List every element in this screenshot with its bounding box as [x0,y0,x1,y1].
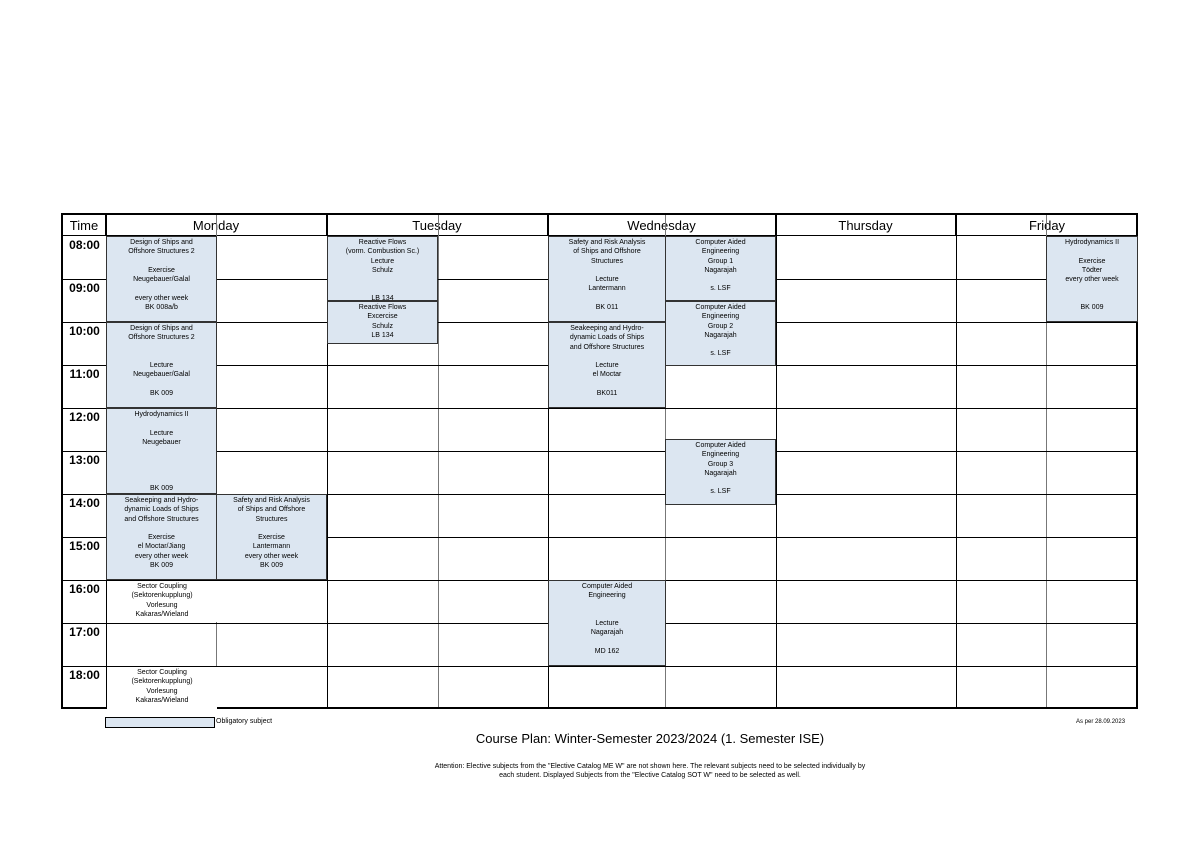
legend-label: Obligatory subject [216,718,273,725]
event-line: LB 134 [371,294,394,301]
event-seakeeping-lecture[interactable] [548,322,666,408]
event-line: Nagarajah [704,331,737,339]
grid-vline [438,215,439,707]
event-line: Safety and Risk Analysis [568,239,646,246]
event-line [666,275,775,284]
event-line: Engineering [701,313,740,321]
header-tuesday: Tuesday [327,215,548,235]
event-line: Lecture [149,362,174,370]
event-line: Computer Aided [695,304,746,311]
event-line: Lecture [370,257,395,265]
time-1500: 15:00 [69,539,100,553]
event-design-ships-exercise[interactable] [106,236,217,322]
event-line: Design of Ships and [130,325,193,332]
grid-vline [776,215,777,707]
event-line: Exercise [1078,257,1106,265]
event-safety-risk-exercise[interactable] [216,494,327,580]
event-reactive-flows-lecture[interactable] [327,236,438,301]
event-line: Group 2 [707,322,734,330]
event-line: every other week [134,294,189,302]
event-line: Design of Ships and [130,239,193,246]
event-line: Lecture [595,362,619,370]
timetable-grid [61,213,1138,709]
time-1100: 11:00 [69,367,100,381]
event-line: s. LSF [710,285,731,293]
event-line: Offshore Structures 2 [128,334,195,342]
time-1800: 18:00 [69,668,100,682]
event-line: (Sektorenkupplung) [131,592,193,600]
event-line: Seakeeping and Hydro- [570,325,644,332]
event-line: of Ships and Offshore [573,248,641,256]
course-plan-title: Course Plan: Winter-Semester 2023/2024 (1. Semester ISE) [475,731,825,746]
event-line [107,447,216,456]
event-line: Exercise [258,534,285,542]
event-line [1047,294,1137,303]
time-1200: 12:00 [69,410,100,424]
event-line: Lecture [595,276,619,284]
grid-hline [63,451,1136,452]
event-line: Sector Coupling [137,583,187,590]
event-line: Group 3 [707,460,734,468]
event-cae-group-1[interactable] [665,236,776,301]
event-line: BK 009 [150,390,173,398]
event-line [1047,247,1137,256]
event-seakeeping-exercise[interactable] [106,494,217,580]
event-line: of Ships and Offshore [237,506,306,514]
event-line: Schulz [371,266,393,274]
event-line [328,284,437,293]
event-line [107,343,216,352]
event-line: BK 009 [150,562,173,570]
event-line: Engineering [701,451,740,459]
event-line: every other week [134,552,189,560]
event-line [107,466,216,475]
attention-note: Attention: Elective subjects from the "Elective Catalog ME W" are not shown here. The relevant subjects need to be selected individually by each student. Displayed Subjects from the "Elective Catalog SOT W" need to be selected as well. [434,763,866,779]
event-cae-group-2[interactable] [665,301,776,366]
event-line [217,524,326,533]
event-line: and Offshore Structures [124,515,199,523]
event-line: Lecture [149,429,174,437]
event-line: Engineering [701,248,740,256]
event-line: Engineering [588,592,626,600]
event-line [107,284,216,293]
event-line: Lantermann [252,543,291,551]
event-line [328,275,437,284]
event-line: BK 009 [150,485,173,493]
event-line [666,478,775,487]
event-line [107,380,216,389]
event-line: Reactive Flows [358,304,407,311]
header-wednesday: Wednesday [548,215,776,235]
event-line: BK 009 [260,562,283,570]
event-line: Reactive Flows [358,239,407,246]
event-line: Group 1 [707,257,734,265]
event-line: every other week [1065,276,1119,284]
event-cae-group-3[interactable] [665,439,776,505]
event-line: Offshore Structures 2 [128,248,195,256]
event-line: BK 008a/b [145,304,178,312]
event-line: dynamic Loads of Ships [569,334,645,342]
event-reactive-flows-exercise[interactable] [327,301,438,344]
time-1000: 10:00 [69,324,100,338]
event-line: Seakeeping and Hydro- [124,497,199,504]
event-line: Nagarajah [590,629,624,637]
time-1700: 17:00 [69,625,100,639]
event-line: Lecture [595,620,619,628]
event-line [549,638,665,647]
time-1400: 14:00 [69,496,100,510]
event-cae-lecture[interactable] [548,580,666,666]
event-line: Schulz [371,322,393,330]
event-line: dynamic Loads of Ships [124,506,199,514]
header-thursday: Thursday [776,215,956,235]
as-per-date: As per 28.09.2023 [1076,719,1126,725]
event-line [549,601,665,610]
event-line: Computer Aided [581,583,633,590]
event-line [107,475,216,484]
event-line: (vorm. Combustion Sc.) [345,248,420,256]
event-line [107,524,216,533]
event-line: LB 134 [371,331,394,339]
event-line: Structures [591,257,623,265]
event-line: Tödter [1081,266,1103,274]
grid-vline [956,215,957,707]
time-0900: 09:00 [69,281,100,295]
header-friday: Friday [1028,217,1066,233]
event-line: BK 009 [1080,304,1104,312]
event-line: Lantermann [588,285,626,293]
event-line: Exercise [148,266,175,274]
event-line: Hydrodynamics II [1064,239,1120,246]
event-line: and Offshore Structures [569,343,645,351]
grid-hline [63,666,1136,667]
event-line: Computer Aided [695,239,746,246]
event-line: Nagarajah [704,469,737,477]
event-hydrodynamics-exercise[interactable] [1046,236,1138,322]
event-line [107,257,216,266]
event-line: Structures [255,515,288,523]
header-time: Time [63,215,106,235]
event-line: BK011 [596,390,618,398]
legend-swatch [105,717,215,728]
event-line: Neugebauer/Galal [133,276,190,284]
event-line [107,419,216,428]
event-line: (Sektorenkupplung) [131,678,193,686]
event-line [107,352,216,361]
header-monday: Monday [106,215,327,235]
event-line: el Moctar [592,371,622,379]
event-line: every other week [244,552,299,560]
event-line: s. LSF [710,488,731,496]
time-1300: 13:00 [69,453,100,467]
event-line: MD 162 [594,648,620,656]
event-line: Excercise [367,313,398,321]
event-line: el Moctar/Jiang [137,543,186,551]
event-line: Neugebauer [142,438,181,446]
event-line [1047,284,1137,293]
event-line: Sector Coupling [137,669,187,676]
event-line: Nagarajah [704,266,737,274]
event-line: Kakaras/Wieland [135,696,189,704]
event-line [549,352,665,361]
event-line [107,456,216,465]
event-line: Exercise [148,534,175,542]
event-sector-coupling-2[interactable] [107,667,217,709]
time-1600: 16:00 [69,582,100,596]
event-line: Safety and Risk Analysis [233,497,310,504]
event-line: s. LSF [710,350,731,358]
event-line [549,610,665,619]
event-line: Vorlesung [146,601,178,609]
event-line: Neugebauer/Galal [133,371,190,379]
event-line: Hydrodynamics II [134,411,189,418]
event-sector-coupling-1[interactable] [107,581,217,622]
event-line: BK 011 [595,304,619,312]
event-safety-risk-lecture[interactable] [548,236,666,322]
event-line [666,340,775,349]
event-line: Vorlesung [146,687,178,695]
event-line [549,380,665,389]
event-line: Kakaras/Wieland [135,610,189,618]
event-hydrodynamics-lecture[interactable] [106,408,217,494]
event-line [549,266,665,275]
event-line: Computer Aided [695,442,746,449]
time-0800: 08:00 [69,238,100,252]
grid-hline [63,408,1136,409]
event-line [549,294,665,303]
event-design-ships-lecture[interactable] [106,322,217,408]
